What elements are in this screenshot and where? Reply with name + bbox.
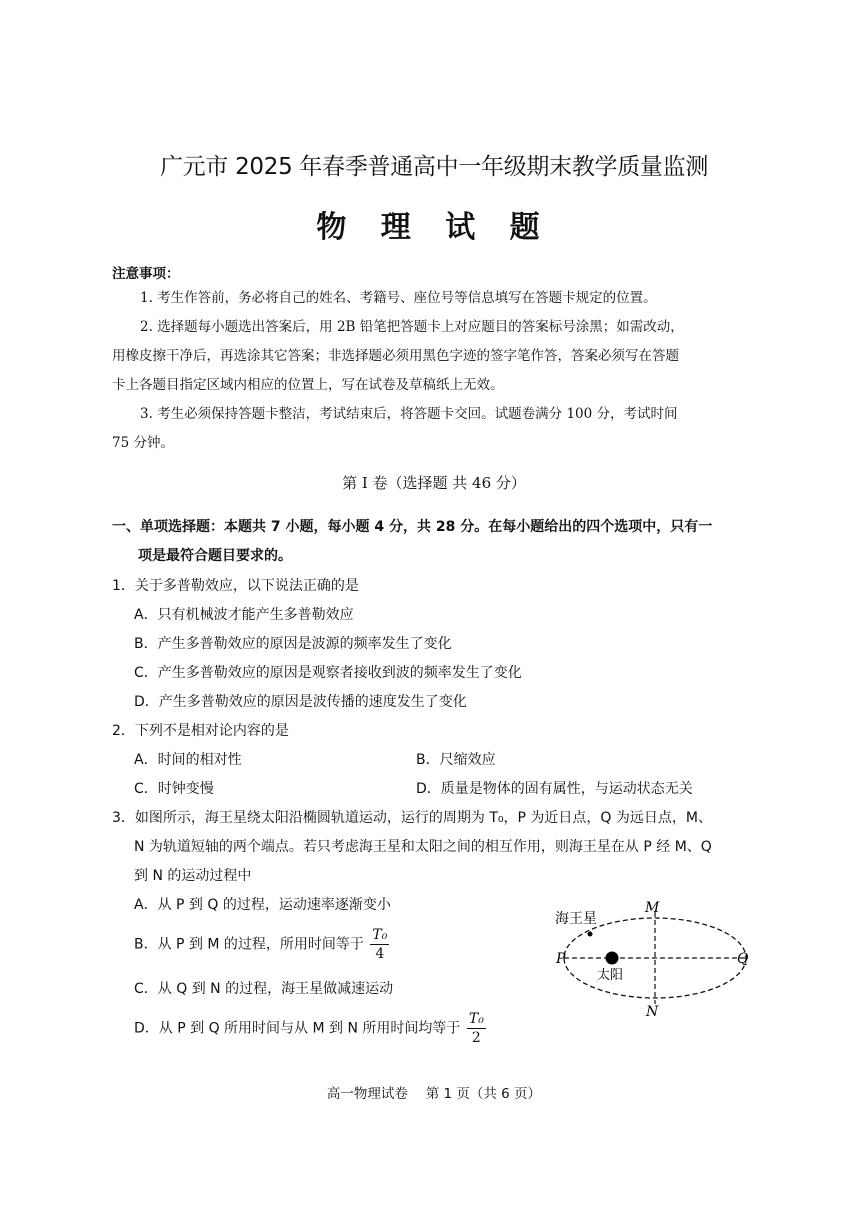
notice-line: 75 分钟。 (112, 435, 174, 451)
q3-option-b (134, 926, 389, 963)
q1-option-d: D．产生多普勒效应的原因是波传播的速度发生了变化 (134, 694, 467, 710)
q2-option-c: C．时钟变慢 (134, 781, 214, 797)
notice-line: 2. 选择题每小题选出答案后，用 2B 铅笔把答题卡上对应题目的答案标号涂黑；如需改动， (140, 319, 684, 335)
part-heading-cont: 项是最符合题目要求的。 (138, 548, 292, 564)
notice-line: 1. 考生作答前，务必将自己的姓名、考籍号、座位号等信息填写在答题卡规定的位置。 (140, 290, 657, 306)
orbit-diagram-svg (545, 892, 770, 1027)
point-p-label: P (556, 951, 566, 967)
orbit-diagram (545, 892, 770, 1027)
point-q-label: Q (737, 951, 749, 967)
page-footer: 高一物理试卷 第 1 页（共 6 页） (326, 1086, 542, 1102)
q2-option-d: D．质量是物体的固有属性，与运动状态无关 (416, 781, 693, 797)
q3-option-d-text: D．从 P 到 Q 所用时间与从 M 到 N 所用时间均等于 (134, 1020, 461, 1037)
neptune-label: 海王星 (555, 911, 597, 927)
part-heading: 一、单项选择题：本题共 7 小题，每小题 4 分，共 28 分。在每小题给出的四个选项中，只有一 (112, 519, 713, 535)
fraction (467, 1010, 486, 1047)
question-3-stem: N 为轨道短轴的两个端点。若只考虑海王星和太阳之间的相互作用，则海王星在从 P 经 M、Q (134, 839, 712, 855)
fraction-denominator: 2 (471, 1030, 481, 1046)
notice-heading: 注意事项： (112, 266, 180, 282)
point-m-label: M (645, 900, 660, 916)
q2-option-b: B．尺缩效应 (416, 752, 496, 768)
neptune-dot (588, 932, 593, 937)
notice-line: 用橡皮擦干净后，再选涂其它答案；非选择题必须用黑色字迹的签字笔作答，答案必须写在答题 (112, 348, 679, 364)
fraction (370, 926, 389, 963)
q3-option-c: C．从 Q 到 N 的过程，海王星做减速运动 (134, 981, 394, 997)
q1-option-c: C．产生多普勒效应的原因是观察者接收到波的频率发生了变化 (134, 665, 522, 681)
q2-option-a: A．时间的相对性 (134, 752, 242, 768)
question-3-stem: 3．如图所示，海王星绕太阳沿椭圆轨道运动，运行的周期为 T₀，P 为近日点，Q 为远日点，M、 (112, 810, 712, 826)
question-1-stem: 1．关于多普勒效应，以下说法正确的是 (112, 578, 359, 594)
section-title: 第 I 卷（选择题 共 46 分） (342, 474, 526, 492)
notice-line: 卡上各题目指定区域内相应的位置上，写在试卷及草稿纸上无效。 (112, 377, 504, 393)
question-3-stem: 到 N 的运动过程中 (134, 868, 252, 884)
notice-line: 3. 考生必须保持答题卡整洁，考试结束后，将答题卡交回。试题卷满分 100 分，考试时间 (140, 406, 678, 422)
q1-option-a: A．只有机械波才能产生多普勒效应 (134, 607, 354, 623)
q1-option-b: B．产生多普勒效应的原因是波源的频率发生了变化 (134, 636, 452, 652)
q3-option-b-text: B．从 P 到 M 的过程，所用时间等于 (134, 936, 364, 953)
fraction-numerator: T₀ (468, 1011, 484, 1027)
fraction-denominator: 4 (375, 946, 385, 962)
question-2-stem: 2．下列不是相对论内容的是 (112, 723, 289, 739)
sun-dot (606, 952, 619, 965)
q3-option-a: A．从 P 到 Q 的过程，运动速率逐渐变小 (134, 897, 391, 913)
subject-title: 物 理 试 题 (316, 210, 552, 245)
exam-title: 广元市 2025 年春季普通高中一年级期末教学质量监测 (159, 154, 709, 180)
fraction-numerator: T₀ (372, 927, 388, 943)
q3-option-d (134, 1010, 486, 1047)
point-n-label: N (646, 1004, 659, 1020)
sun-label: 太阳 (597, 968, 624, 983)
